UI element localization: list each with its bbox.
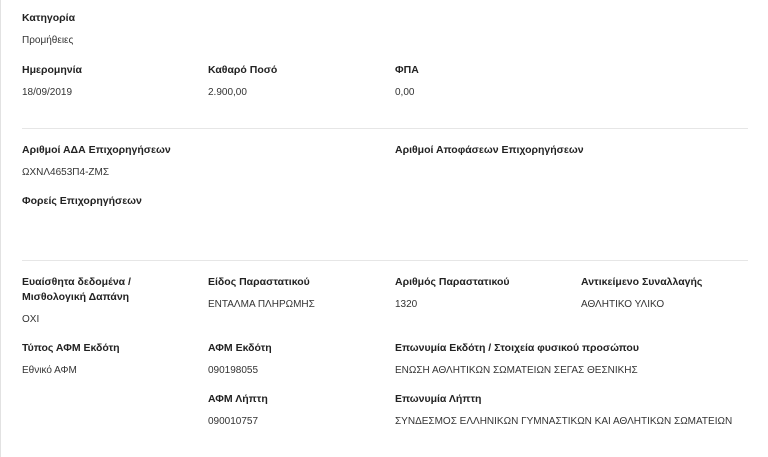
document-number-label: Αριθμός Παραστατικού bbox=[395, 276, 510, 288]
section-divider bbox=[22, 260, 748, 261]
sensitive-data-field bbox=[22, 275, 131, 327]
net-amount-field bbox=[208, 63, 277, 100]
document-type-value: ΕΝΤΑΛΜΑ ΠΛΗΡΩΜΗΣ bbox=[208, 299, 315, 310]
recipient-afm-value: 090010757 bbox=[208, 416, 259, 427]
document-number-field bbox=[395, 275, 510, 312]
issuer-afm-type-field bbox=[22, 341, 120, 378]
issuer-name-field bbox=[395, 341, 639, 378]
net-amount-value: 2.900,00 bbox=[208, 87, 247, 98]
ada-numbers-field bbox=[22, 143, 171, 180]
transaction-object-value: ΑΘΛΗΤΙΚΟ ΥΛΙΚΟ bbox=[581, 299, 665, 310]
transaction-object-field bbox=[581, 275, 702, 312]
section-divider bbox=[22, 128, 748, 129]
sensitive-data-label-line2: Μισθολογική Δαπάνη bbox=[22, 291, 130, 303]
grant-bodies-field bbox=[22, 194, 142, 217]
document-type-field bbox=[208, 275, 315, 312]
ada-numbers-label: Αριθμοί ΑΔΑ Επιχορηγήσεων bbox=[22, 144, 171, 156]
sensitive-data-label-line1: Ευαίσθητα δεδομένα / bbox=[22, 276, 131, 288]
document-number-value: 1320 bbox=[395, 299, 418, 310]
issuer-afm-value: 090198055 bbox=[208, 365, 259, 376]
recipient-name-label: Επωνυμία Λήπτη bbox=[395, 393, 482, 405]
issuer-afm-field bbox=[208, 341, 272, 378]
vat-label: ΦΠΑ bbox=[395, 64, 419, 76]
recipient-name-value: ΣΥΝΔΕΣΜΟΣ ΕΛΛΗΝΙΚΩΝ ΓΥΜΝΑΣΤΙΚΩΝ ΚΑΙ ΑΘΛΗΤΙΚΩΝ ΣΩΜΑΤΕΙΩΝ bbox=[395, 416, 733, 427]
net-amount-label: Καθαρό Ποσό bbox=[208, 64, 278, 76]
issuer-name-value: ΕΝΩΣΗ ΑΘΛΗΤΙΚΩΝ ΣΩΜΑΤΕΙΩΝ ΣΕΓΑΣ ΘΕΣΝΙΚΗΣ bbox=[395, 365, 638, 376]
sensitive-data-value: ΟΧΙ bbox=[22, 314, 40, 325]
recipient-afm-label: ΑΦΜ Λήπτη bbox=[208, 393, 268, 405]
issuer-afm-label: ΑΦΜ Εκδότη bbox=[208, 342, 272, 354]
date-label: Ημερομηνία bbox=[22, 64, 82, 76]
left-border bbox=[0, 0, 1, 457]
vat-value: 0,00 bbox=[395, 87, 415, 98]
category-field bbox=[22, 11, 75, 48]
issuer-name-label: Επωνυμία Εκδότη / Στοιχεία φυσικού προσώπου bbox=[395, 342, 639, 354]
ada-numbers-value: ΩΧΝΛ4653Π4-ΖΜΣ bbox=[22, 167, 110, 178]
date-value: 18/09/2019 bbox=[22, 87, 73, 98]
vat-field bbox=[395, 63, 419, 100]
date-field bbox=[22, 63, 82, 100]
document-type-label: Είδος Παραστατικού bbox=[208, 276, 310, 288]
grant-bodies-label: Φορείς Επιχορηγήσεων bbox=[22, 195, 142, 207]
transaction-object-label: Αντικείμενο Συναλλαγής bbox=[581, 276, 703, 288]
decision-numbers-field bbox=[395, 143, 584, 166]
issuer-afm-type-label: Τύπος ΑΦΜ Εκδότη bbox=[22, 342, 120, 354]
decision-numbers-label: Αριθμοί Αποφάσεων Επιχορηγήσεων bbox=[395, 144, 584, 156]
recipient-afm-field bbox=[208, 392, 268, 429]
recipient-name-field bbox=[395, 392, 732, 429]
issuer-afm-type-value: Εθνικό ΑΦΜ bbox=[22, 365, 77, 376]
category-value: Προμήθειες bbox=[22, 35, 74, 46]
category-label: Κατηγορία bbox=[22, 12, 76, 24]
